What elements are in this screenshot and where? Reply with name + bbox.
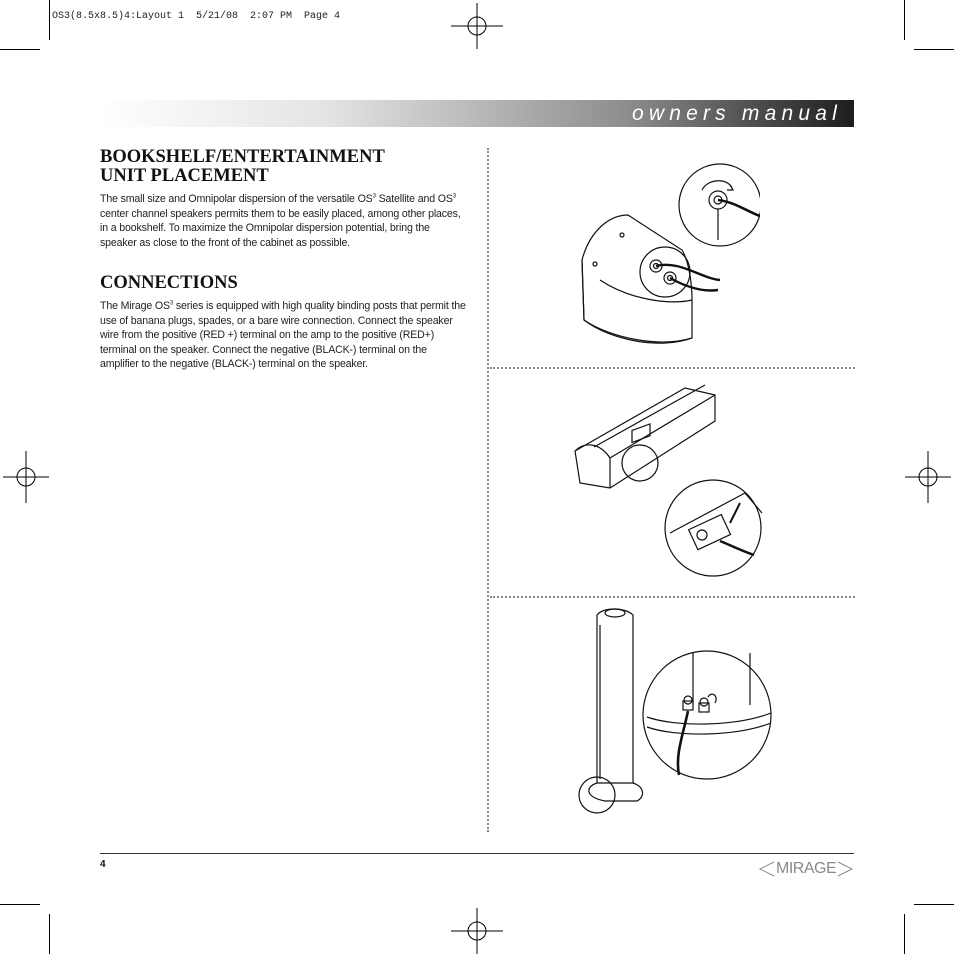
crop-mark — [49, 914, 50, 954]
superscript: 3 — [169, 300, 174, 307]
placement-heading-line1: BOOKSHELF/ENTERTAINMENT — [100, 147, 385, 167]
placement-body-text: Satellite and OS — [375, 193, 453, 205]
placement-heading-line2: UNIT PLACEMENT — [100, 166, 269, 186]
tower-speaker-illustration — [575, 605, 780, 820]
crop-mark — [914, 49, 954, 50]
crop-mark — [49, 0, 50, 40]
header-title: owners manual — [631, 102, 842, 125]
placement-heading — [100, 148, 468, 186]
vertical-divider — [487, 148, 489, 832]
horizontal-divider — [490, 367, 855, 369]
registration-mark-icon — [3, 451, 49, 503]
connections-body — [100, 299, 468, 372]
satellite-speaker-illustration — [570, 160, 760, 360]
placement-body-text: center channel speakers permits them to be easily placed, among other places, in a bookshelf. To maximize the Omnipolar dispersion potential, bring the speaker as close to the front of the cabinet as possible. — [100, 207, 461, 249]
crop-mark — [914, 904, 954, 905]
center-channel-speaker-illustration — [570, 383, 770, 578]
crop-mark — [0, 49, 40, 50]
superscript: 3 — [372, 193, 376, 200]
header-bar — [100, 100, 854, 127]
horizontal-divider — [490, 596, 855, 598]
connections-body-text: The Mirage OS — [100, 300, 170, 312]
registration-mark-icon — [451, 908, 503, 954]
registration-mark-icon — [451, 3, 503, 49]
crop-mark — [904, 914, 905, 954]
footer-rule — [100, 853, 854, 854]
superscript: 3 — [452, 193, 456, 200]
crop-mark — [0, 904, 40, 905]
brand-name: MIRAGE — [776, 860, 837, 877]
placement-body — [100, 192, 468, 250]
left-column — [100, 148, 468, 372]
print-slug: OS3(8.5x8.5)4:Layout 1 5/21/08 2:07 PM Page 4 — [52, 11, 341, 22]
page-number: 4 — [100, 859, 106, 870]
placement-body-text: The small size and Omnipolar dispersion of the versatile OS — [100, 193, 373, 205]
mirage-logo-icon — [758, 858, 856, 880]
connections-heading: CONNECTIONS — [100, 273, 238, 293]
crop-mark — [904, 0, 905, 40]
registration-mark-icon — [905, 451, 951, 503]
connections-body-text: series is equipped with high quality binding posts that permit the use of banana plugs, spades, or a bare wire connection. Connect the speaker wire from the positive (RED +) terminal on the amp to the positive (RED+) terminal on the speaker. Connect the negative (BLACK-) terminal on the amplifier to the negative (BLACK-) terminal on the speaker. — [100, 300, 466, 370]
